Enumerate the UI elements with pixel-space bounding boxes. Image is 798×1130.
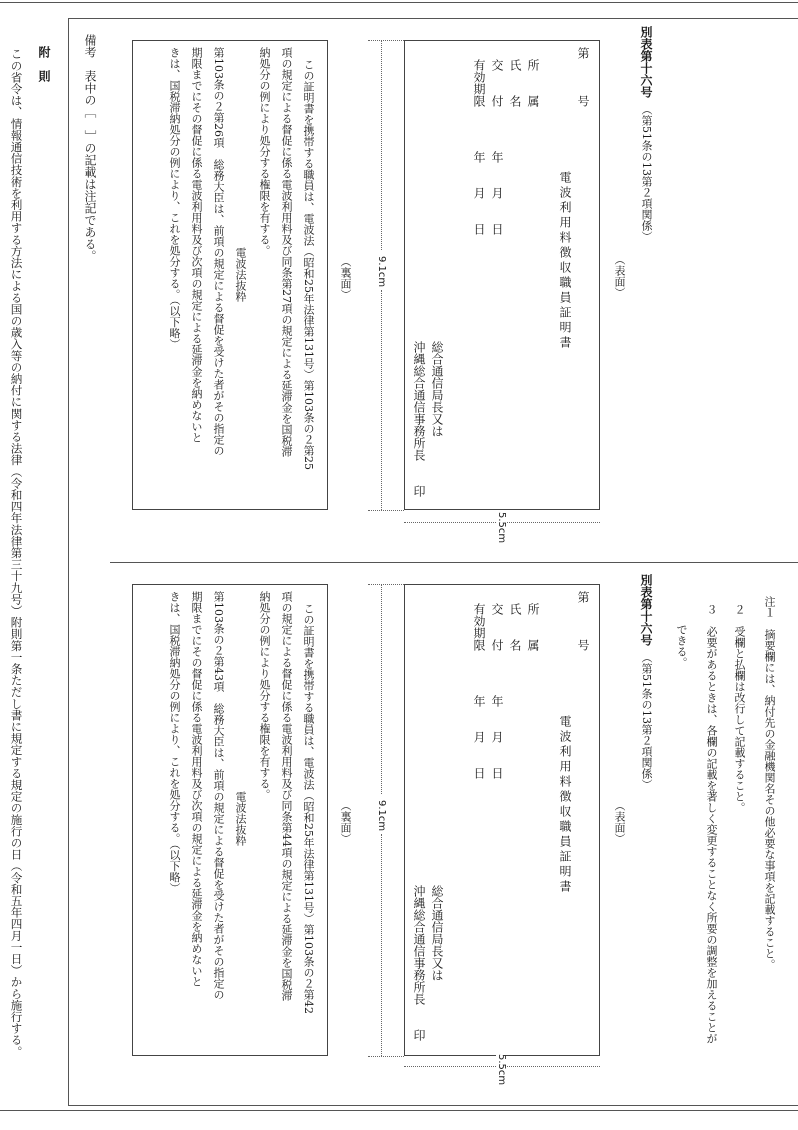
form2-back-line7: きは、国税滞納処分の例により、これを処分する。（以下略） [168,591,181,894]
form1-back-line2: 項の規定による督促に係る電波利用料及び同条第27項の規定による延滞金を国税滞 [280,47,293,457]
form1-back-line5: 第103条の２第26項 総務大臣は、前項の規定による督促を受けた者がその指定の [212,47,225,456]
form1-back-line1-text: この証明書を携帯する職員は、電波法（昭和25年法律第131号）第103条の２第25 [302,59,315,470]
form1-front-card [404,40,600,510]
form1-ref: （第51条の13第２項関係） [640,104,653,242]
form2-issuer-line2: 沖縄総合通信事務所長 印 [412,885,426,1041]
top-rule [0,2,798,3]
form1-back-card [132,40,328,510]
form1-dim-cap-bottom [368,510,404,511]
form2-width-dim-line-bottom [381,834,382,1056]
remarks: 備考 表中の［ ］の記載は注記である。 [83,34,97,262]
form1-card-title: 電波利用料徴収職員証明書 [558,171,572,351]
form2-card-no: 第 号 [576,591,590,651]
form2-back-line1: この証明書を携帯する職員は、電波法（昭和25年法律第131号）第103条の２第42 [302,603,315,1014]
note-2: ２ 受欄と払欄は改行して記載すること。 [733,604,746,813]
form2-field-affiliation: 所 属 [526,603,540,651]
form2-back-line5: 第103条の２第43項 総務大臣は、前項の規定による督促を受けた者がその指定の [212,591,225,1000]
form2-card-title: 電波利用料徴収職員証明書 [558,715,572,895]
form1-width-dim-line-bottom [381,290,382,510]
form2-front-card [404,584,600,1056]
form1-width-label: 9.1cm [376,256,387,288]
form2-back-line4: 電波法抜粋 [234,791,247,846]
form1-title: 別表第十六号 [639,26,653,98]
note-3-cont: できる。 [675,624,688,668]
form1-field-issue: 交 付 [490,59,504,107]
form2-back-line6: 期限までにその督促に係る電波利用料及び次項の規定による延滞金を納めないと [190,591,203,987]
form1-back-line4: 電波法抜粋 [234,247,247,302]
form2-dim-cap-bottom [368,1056,404,1057]
form1-field-affiliation: 所 属 [526,59,540,107]
form1-issue-date: 年 月 日 [490,151,504,235]
inner-bottom-rule [68,1105,798,1106]
form1-field-expiry: 有効期限 [472,59,486,107]
form1-card-no: 第 号 [576,47,590,107]
form1-back-line1 [303,59,314,470]
form2-back-line3: 納処分の例により処分する権限を有する。 [258,591,271,800]
supplement-body: この省令は、情報通信技術を利用する方法による国の歳入等の納付に関する法律（令和四年法律第三十九号）附則第一条ただし書に規定する規定の施行の日（令和五年四月一日）から施行する。 [9,48,24,1058]
form2-title: 別表第十六号 [639,574,653,646]
form2-back-line2: 項の規定による督促に係る電波利用料及び同条第44項の規定による延滞金を国税滞 [280,591,293,1001]
supplement-title: 附 則 [37,46,51,82]
note-3: ３ 必要があるときは、各欄の記載を著しく変更することなく所要の調整を加えることが [705,604,718,1044]
form2-back-card [132,584,328,1056]
form2-ref: （第51条の13第２項関係） [640,652,653,790]
form1-height-label: 5.5cm [496,512,507,544]
form2-field-name: 氏 名 [508,603,522,651]
form1-back-line3: 納処分の例により処分する権限を有する。 [258,47,271,256]
form1-back-line6: 期限までにその督促に係る電波利用料及び次項の規定による延滞金を納めないと [190,47,203,443]
form2-back-label: （裏面） [339,800,352,844]
bottom-rule [0,1110,798,1111]
form1-width-dim-line-top [381,40,382,250]
middle-divider [110,562,798,563]
form1-issuer-line1: 総合通信局長又は [430,341,444,437]
inner-top-rule [68,18,798,19]
form2-front-label: （表面） [613,800,626,844]
form1-field-name: 氏 名 [508,59,522,107]
left-column-rule [68,18,69,1105]
form2-width-label: 9.1cm [376,800,387,832]
form1-back-label: （裏面） [339,256,352,300]
form2-width-dim-line-top [381,584,382,794]
form1-front-label: （表面） [613,254,626,298]
form2-dim-cap-top [368,584,404,585]
form2-field-expiry: 有効期限 [472,603,486,651]
note-1: 注１ 摘要欄には、納付先の金融機関名その他必要な事項を記載すること。 [763,596,776,970]
form2-issuer-line1: 総合通信局長又は [430,885,444,981]
form1-issuer-line2: 沖縄総合通信事務所長 印 [412,341,426,497]
form2-height-label: 5.5cm [496,1054,507,1086]
form1-dim-cap-top [368,40,404,41]
form2-issue-date: 年 月 日 [490,695,504,779]
form1-expiry-date: 年 月 日 [472,151,486,235]
form1-back-line7: きは、国税滞納処分の例により、これを処分する。（以下略） [168,47,181,350]
form2-field-issue: 交 付 [490,603,504,651]
form2-expiry-date: 年 月 日 [472,695,486,779]
